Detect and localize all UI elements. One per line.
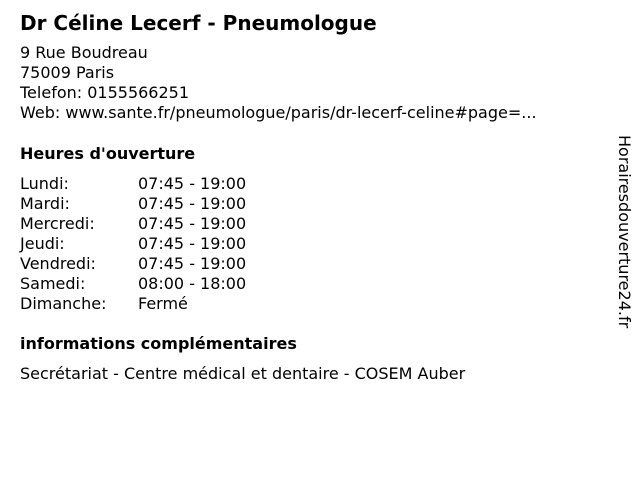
day-label: Dimanche:: [20, 294, 107, 313]
watermark-text: Horairesdouverture24.fr: [615, 135, 634, 329]
time-value: 07:45 - 19:00: [138, 174, 247, 193]
hours-row-thursday: [20, 234, 320, 254]
opening-hours-heading: Heures d'ouverture: [20, 144, 196, 163]
hours-row-saturday: [20, 274, 320, 294]
time-value: 08:00 - 18:00: [138, 274, 247, 293]
contact-details: [20, 43, 537, 123]
address-city: 75009 Paris: [20, 63, 115, 82]
phone-number: Telefon: 0155566251: [20, 83, 190, 102]
time-value: 07:45 - 19:00: [138, 214, 247, 233]
time-value: 07:45 - 19:00: [138, 194, 247, 213]
additional-info-heading: informations complémentaires: [20, 334, 297, 353]
time-value: Fermé: [138, 294, 188, 313]
day-label: Jeudi:: [20, 234, 65, 253]
day-label: Lundi:: [20, 174, 69, 193]
day-label: Mardi:: [20, 194, 70, 213]
time-value: 07:45 - 19:00: [138, 234, 247, 253]
additional-info-text: Secrétariat - Centre médical et dentaire - COSEM Auber: [20, 364, 466, 383]
time-value: 07:45 - 19:00: [138, 254, 247, 273]
hours-row-tuesday: [20, 194, 320, 214]
hours-row-friday: [20, 254, 320, 274]
day-label: Samedi:: [20, 274, 86, 293]
day-label: Mercredi:: [20, 214, 95, 233]
hours-row-wednesday: [20, 214, 320, 234]
page-title: Dr Céline Lecerf - Pneumologue: [20, 11, 377, 35]
opening-hours-table: [20, 174, 320, 314]
address-street: 9 Rue Boudreau: [20, 43, 148, 62]
site-watermark: [612, 135, 636, 345]
day-label: Vendredi:: [20, 254, 96, 273]
website-link[interactable]: Web: www.sante.fr/pneumologue/paris/dr-lecerf-celine#page=...: [20, 103, 537, 122]
hours-row-sunday: [20, 294, 320, 314]
hours-row-monday: [20, 174, 320, 194]
